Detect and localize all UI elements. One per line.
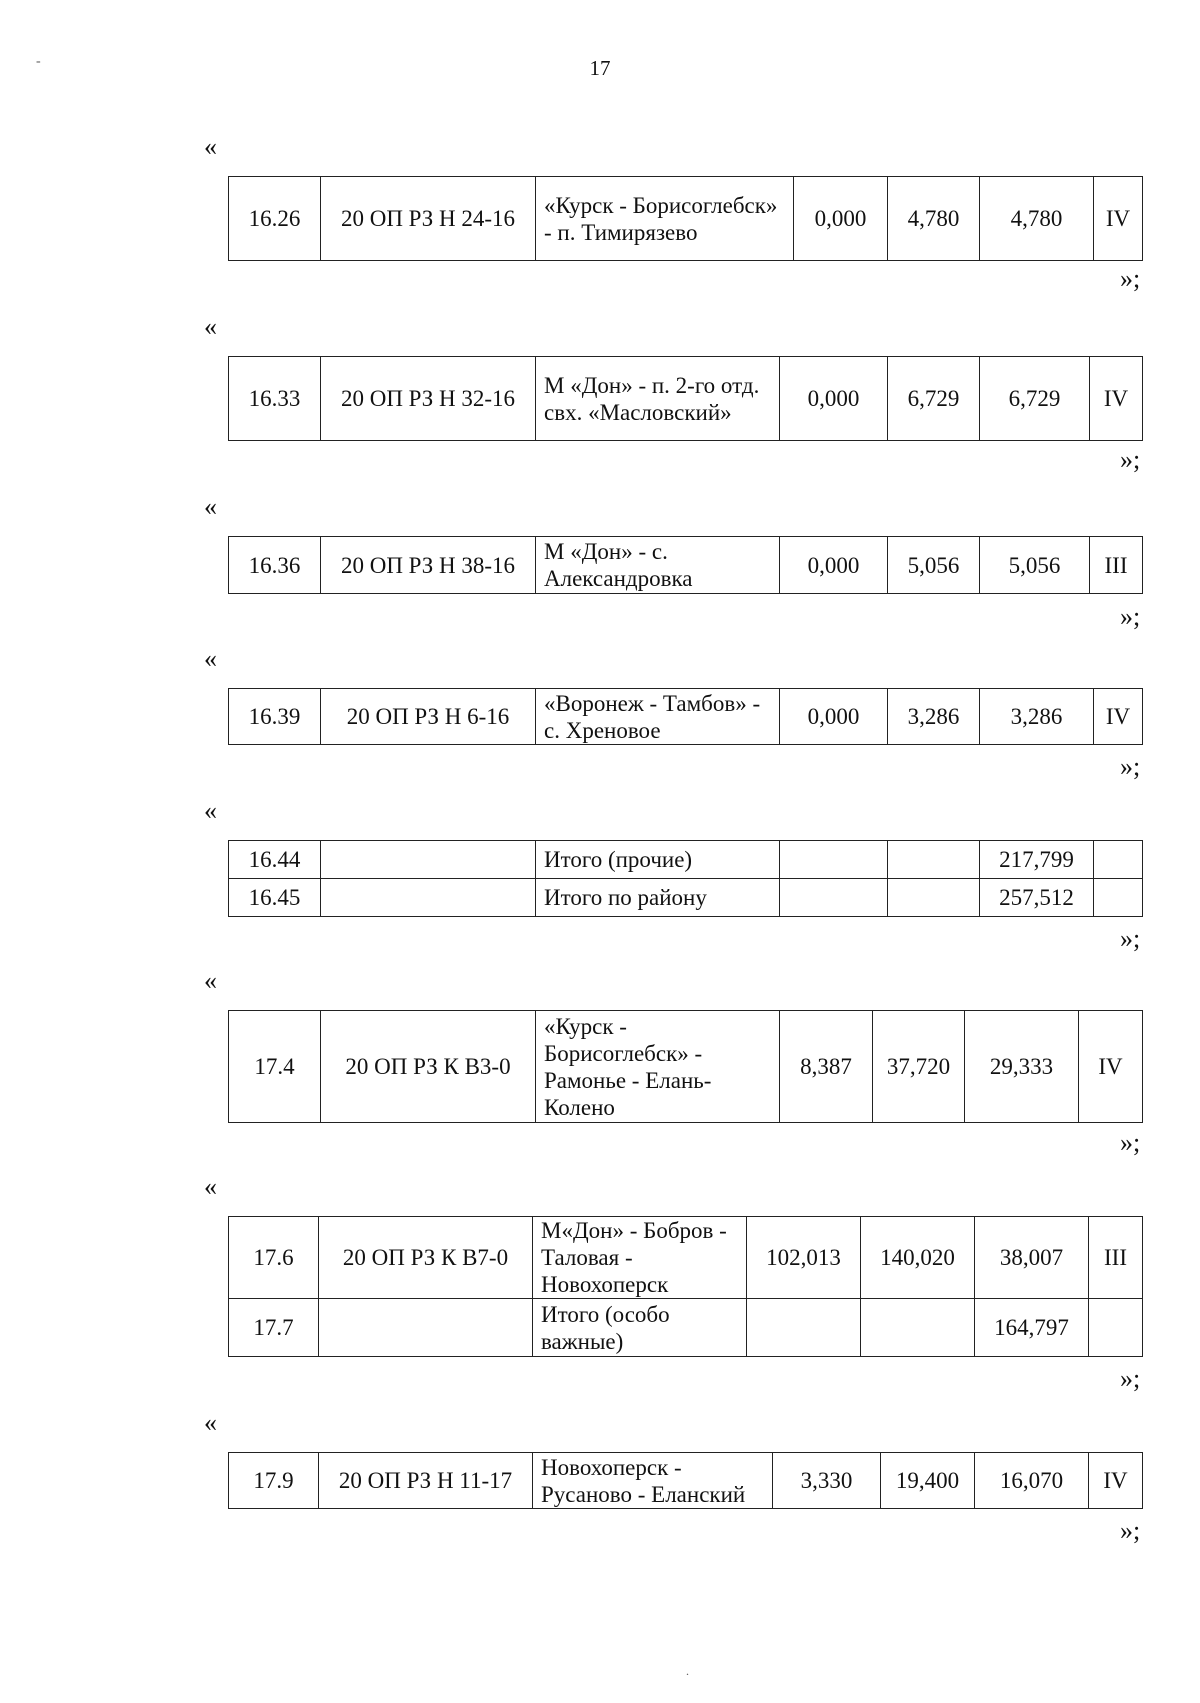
end-km bbox=[888, 841, 980, 879]
road-table-block bbox=[228, 536, 1143, 594]
start-km bbox=[747, 1299, 861, 1357]
length-km: 257,512 bbox=[980, 879, 1094, 917]
road-code: 20 ОП РЗ К В7-0 bbox=[319, 1217, 533, 1299]
row-number: 17.4 bbox=[229, 1011, 321, 1123]
open-quote: « bbox=[204, 132, 217, 161]
open-quote: « bbox=[204, 644, 217, 673]
row-number: 17.6 bbox=[229, 1217, 319, 1299]
road-code: 20 ОП РЗ К В3-0 bbox=[321, 1011, 536, 1123]
start-km: 0,000 bbox=[780, 357, 888, 441]
start-km: 3,330 bbox=[773, 1453, 881, 1509]
road-category: IV bbox=[1079, 1011, 1143, 1123]
row-number: 16.33 bbox=[229, 357, 321, 441]
road-code: 20 ОП РЗ Н 38-16 bbox=[321, 537, 536, 594]
length-km: 5,056 bbox=[980, 537, 1090, 594]
close-quote: »; bbox=[1120, 264, 1141, 293]
length-km: 6,729 bbox=[980, 357, 1090, 441]
close-quote: »; bbox=[1120, 924, 1141, 953]
road-code bbox=[321, 879, 536, 917]
row-number: 17.7 bbox=[229, 1299, 319, 1357]
end-km: 19,400 bbox=[881, 1453, 975, 1509]
road-name: Итого по району bbox=[536, 879, 780, 917]
open-quote: « bbox=[204, 796, 217, 825]
open-quote: « bbox=[204, 492, 217, 521]
road-table-block bbox=[228, 1010, 1143, 1123]
page-number: 17 bbox=[589, 56, 611, 80]
start-km: 102,013 bbox=[747, 1217, 861, 1299]
road-category: IV bbox=[1090, 357, 1143, 441]
road-code bbox=[321, 841, 536, 879]
end-km: 3,286 bbox=[888, 689, 980, 745]
end-km: 4,780 bbox=[888, 177, 980, 261]
road-table-block bbox=[228, 176, 1143, 261]
row-number: 16.45 bbox=[229, 879, 321, 917]
bottom-mark: . bbox=[686, 1664, 689, 1678]
end-km: 140,020 bbox=[861, 1217, 975, 1299]
road-category: III bbox=[1090, 537, 1143, 594]
length-km: 4,780 bbox=[980, 177, 1094, 261]
row-number: 16.39 bbox=[229, 689, 321, 745]
road-category: IV bbox=[1089, 1453, 1143, 1509]
road-category: III bbox=[1089, 1217, 1143, 1299]
table-row bbox=[229, 879, 1143, 917]
road-name: «Курск - Борисоглебск» - Рамонье - Елань-Колено bbox=[536, 1011, 780, 1123]
end-km: 6,729 bbox=[888, 357, 980, 441]
end-km bbox=[888, 879, 980, 917]
road-category bbox=[1094, 879, 1143, 917]
open-quote: « bbox=[204, 1172, 217, 1201]
road-code: 20 ОП РЗ Н 6-16 bbox=[321, 689, 536, 745]
table-row bbox=[229, 537, 1143, 594]
length-km: 16,070 bbox=[975, 1453, 1089, 1509]
road-code bbox=[319, 1299, 533, 1357]
road-name: «Воронеж - Тамбов» - с. Хреновое bbox=[536, 689, 780, 745]
table-row bbox=[229, 1453, 1143, 1509]
road-category: IV bbox=[1094, 689, 1143, 745]
close-quote: »; bbox=[1120, 445, 1141, 474]
start-km bbox=[780, 879, 888, 917]
length-km: 29,333 bbox=[965, 1011, 1079, 1123]
road-code: 20 ОП РЗ Н 24-16 bbox=[321, 177, 536, 261]
road-category bbox=[1094, 841, 1143, 879]
road-category bbox=[1089, 1299, 1143, 1357]
road-code: 20 ОП РЗ Н 11-17 bbox=[319, 1453, 533, 1509]
table-row bbox=[229, 357, 1143, 441]
corner-mark: - bbox=[36, 54, 41, 69]
table-row bbox=[229, 1217, 1143, 1299]
road-table-block bbox=[228, 840, 1143, 917]
length-km: 164,797 bbox=[975, 1299, 1089, 1357]
close-quote: »; bbox=[1120, 1128, 1141, 1157]
length-km: 217,799 bbox=[980, 841, 1094, 879]
road-table-block bbox=[228, 688, 1143, 745]
road-table-block bbox=[228, 356, 1143, 441]
open-quote: « bbox=[204, 966, 217, 995]
close-quote: »; bbox=[1120, 752, 1141, 781]
start-km: 0,000 bbox=[794, 177, 888, 261]
road-name: Новохоперск - Русаново - Еланский bbox=[533, 1453, 773, 1509]
road-table-block bbox=[228, 1452, 1143, 1509]
length-km: 3,286 bbox=[980, 689, 1094, 745]
road-table-block bbox=[228, 1216, 1143, 1357]
row-number: 17.9 bbox=[229, 1453, 319, 1509]
road-name: «Курск - Борисоглебск» - п. Тимирязево bbox=[536, 177, 794, 261]
road-code: 20 ОП РЗ Н 32-16 bbox=[321, 357, 536, 441]
open-quote: « bbox=[204, 1408, 217, 1437]
road-name: Итого (прочие) bbox=[536, 841, 780, 879]
start-km bbox=[780, 841, 888, 879]
end-km bbox=[861, 1299, 975, 1357]
start-km: 0,000 bbox=[780, 537, 888, 594]
open-quote: « bbox=[204, 312, 217, 341]
road-name: М«Дон» - Бобров - Таловая - Новохоперск bbox=[533, 1217, 747, 1299]
close-quote: »; bbox=[1120, 1364, 1141, 1393]
road-name: М «Дон» - п. 2-го отд. свх. «Масловский» bbox=[536, 357, 780, 441]
close-quote: »; bbox=[1120, 1516, 1141, 1545]
row-number: 16.26 bbox=[229, 177, 321, 261]
table-row bbox=[229, 841, 1143, 879]
road-name: Итого (особо важные) bbox=[533, 1299, 747, 1357]
road-category: IV bbox=[1094, 177, 1143, 261]
table-row bbox=[229, 177, 1143, 261]
end-km: 37,720 bbox=[873, 1011, 965, 1123]
table-row bbox=[229, 689, 1143, 745]
start-km: 0,000 bbox=[780, 689, 888, 745]
table-row bbox=[229, 1011, 1143, 1123]
length-km: 38,007 bbox=[975, 1217, 1089, 1299]
road-name: М «Дон» - с. Александровка bbox=[536, 537, 780, 594]
start-km: 8,387 bbox=[780, 1011, 873, 1123]
end-km: 5,056 bbox=[888, 537, 980, 594]
table-row bbox=[229, 1299, 1143, 1357]
row-number: 16.36 bbox=[229, 537, 321, 594]
close-quote: »; bbox=[1120, 602, 1141, 631]
row-number: 16.44 bbox=[229, 841, 321, 879]
